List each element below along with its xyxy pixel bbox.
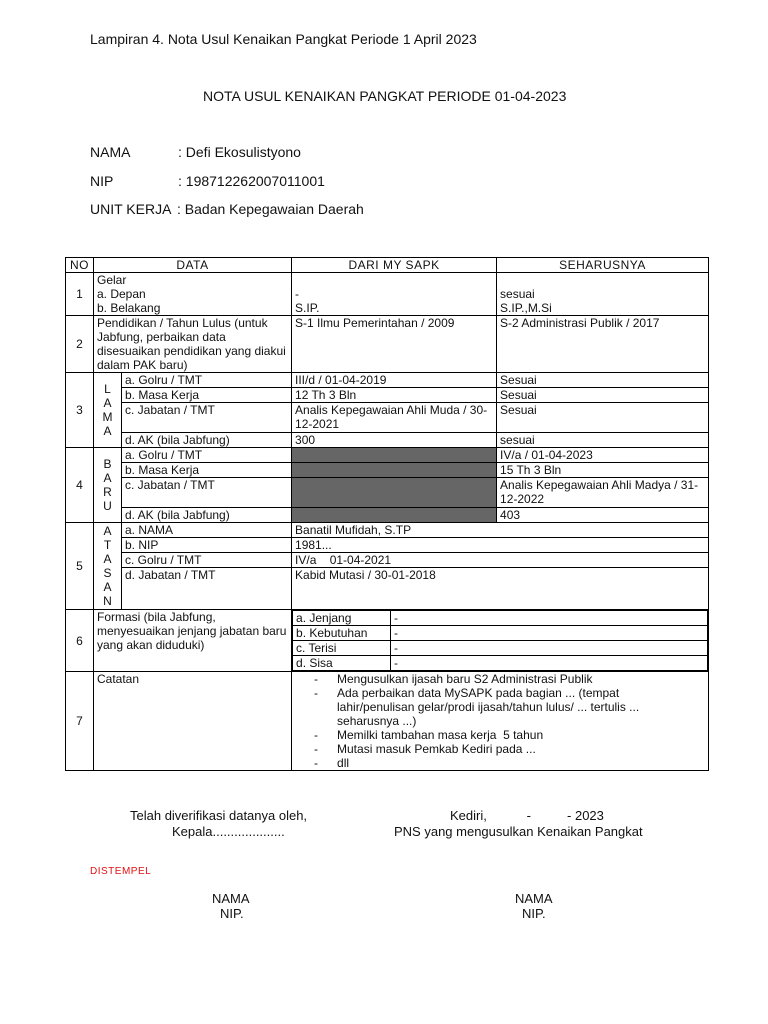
item-label: a. Golru / TMT bbox=[122, 448, 292, 463]
verifier-line: Telah diverifikasi datanya oleh, bbox=[130, 808, 308, 823]
value-cell: Banatil Mufidah, S.TP bbox=[292, 523, 709, 538]
formation-label: a. Jenjang bbox=[293, 611, 391, 626]
sapk-cell: 12 Th 3 Bln bbox=[292, 388, 497, 403]
table-row bbox=[66, 523, 709, 538]
should-cell: sesuai bbox=[497, 433, 709, 448]
group-label-baru bbox=[94, 448, 122, 523]
note-text: Mengusulkan ijasah baru S2 Administrasi Publik bbox=[337, 672, 593, 686]
note-text: Memilki tambahan masa kerja 5 tahun bbox=[337, 728, 544, 742]
nip-label: NIP bbox=[90, 173, 114, 189]
item-label: d. AK (bila Jabfung) bbox=[122, 508, 292, 523]
note-text: Ada perbaikan data MySAPK pada bagian ... (tempat lahir/penulisan gelar/prodi ijasah/tahun lulus/ ... tertulis ... seharusnya ...) bbox=[337, 686, 640, 728]
sapk-cell bbox=[292, 273, 497, 316]
group-letter: S bbox=[103, 566, 112, 580]
group-letter: A bbox=[103, 424, 112, 438]
row-number: 4 bbox=[66, 448, 94, 523]
header-should: SEHARUSNYA bbox=[497, 258, 709, 273]
sapk-line: - bbox=[295, 287, 300, 301]
should-cell: S-2 Administrasi Publik / 2017 bbox=[497, 316, 709, 373]
should-cell bbox=[497, 273, 709, 316]
formation-subtable bbox=[292, 610, 708, 671]
verifier-title: Kepala.................... bbox=[172, 824, 285, 839]
table-row bbox=[66, 568, 709, 610]
table-row bbox=[66, 508, 709, 523]
formation-cell bbox=[292, 610, 709, 672]
group-letter: R bbox=[103, 485, 112, 499]
unit-value: : Badan Kepegawaian Daerah bbox=[177, 201, 364, 217]
item-label: b. Masa Kerja bbox=[122, 463, 292, 478]
sapk-cell: Analis Kepegawaian Ahli Muda / 30-12-2021 bbox=[292, 403, 497, 433]
group-letter: A bbox=[103, 524, 112, 538]
table-row bbox=[66, 316, 709, 373]
formation-label: c. Terisi bbox=[293, 641, 391, 656]
table-row bbox=[66, 373, 709, 388]
group-letter: N bbox=[103, 594, 112, 608]
row-number: 1 bbox=[66, 273, 94, 316]
list-item: - Ada perbaikan data MySAPK pada bagian ... (tempat lahir/penulisan gelar/prodi ijasah/tahun lulus/ ... tertulis ... seharusnya ...) bbox=[295, 686, 705, 728]
sapk-cell: 300 bbox=[292, 433, 497, 448]
data-cell: Formasi (bila Jabfung, menyesuaikan jenjang jabatan baru yang akan diduduki) bbox=[94, 610, 292, 672]
data-line: Gelar bbox=[97, 273, 127, 287]
item-label: b. NIP bbox=[122, 538, 292, 553]
should-line: S.IP.,M.Si bbox=[500, 301, 552, 315]
sapk-cell: III/d / 01-04-2019 bbox=[292, 373, 497, 388]
group-label-lama bbox=[94, 373, 122, 448]
row-number: 7 bbox=[66, 672, 94, 771]
note-text: dll bbox=[337, 756, 350, 770]
name-value: : Defi Ekosulistyono bbox=[178, 144, 301, 160]
table-row bbox=[66, 403, 709, 433]
group-letter: A bbox=[103, 396, 112, 410]
table-row bbox=[66, 672, 709, 771]
group-letter: T bbox=[103, 538, 112, 552]
sapk-cell: S-1 Ilmu Pemerintahan / 2009 bbox=[292, 316, 497, 373]
data-line: a. Depan bbox=[97, 287, 146, 301]
formation-label: b. Kebutuhan bbox=[293, 626, 391, 641]
unit-label: UNIT KERJA bbox=[90, 201, 172, 217]
group-letter: M bbox=[102, 410, 113, 424]
list-item: - Mengusulkan ijasah baru S2 Administrasi Publik bbox=[314, 672, 593, 686]
item-label: a. Golru / TMT bbox=[122, 373, 292, 388]
group-letter: A bbox=[103, 552, 112, 566]
item-label: a. NAMA bbox=[122, 523, 292, 538]
should-cell: Sesuai bbox=[497, 403, 709, 433]
item-label: d. AK (bila Jabfung) bbox=[122, 433, 292, 448]
table-row bbox=[66, 433, 709, 448]
right-signatory-nip: NIP. bbox=[522, 906, 546, 921]
header-data: DATA bbox=[94, 258, 292, 273]
should-cell: Analis Kepegawaian Ahli Madya / 31-12-2022 bbox=[497, 478, 709, 508]
table-row bbox=[66, 553, 709, 568]
formation-value: - bbox=[391, 641, 708, 656]
notes-cell bbox=[292, 672, 709, 771]
should-cell: IV/a / 01-04-2023 bbox=[497, 448, 709, 463]
data-line: b. Belakang bbox=[97, 301, 161, 315]
attachment-title: Lampiran 4. Nota Usul Kenaikan Pangkat Periode 1 April 2023 bbox=[90, 31, 477, 47]
promotion-table bbox=[65, 257, 709, 771]
group-letter: B bbox=[103, 457, 112, 471]
item-label: d. Jabatan / TMT bbox=[122, 568, 292, 610]
item-label: c. Golru / TMT bbox=[122, 553, 292, 568]
header-no: NO bbox=[66, 258, 94, 273]
value-cell: IV/a 01-04-2021 bbox=[292, 553, 709, 568]
place-date: Kediri, - - 2023 bbox=[450, 808, 604, 823]
item-label: c. Jabatan / TMT bbox=[122, 403, 292, 433]
formation-value: - bbox=[391, 611, 708, 626]
list-item: - Mutasi masuk Pemkab Kediri pada ... bbox=[314, 742, 536, 756]
table-row bbox=[66, 610, 709, 672]
formation-label: d. Sisa bbox=[293, 656, 391, 671]
group-letter: A bbox=[103, 471, 112, 485]
should-cell: Sesuai bbox=[497, 373, 709, 388]
table-row bbox=[66, 538, 709, 553]
nip-value: : 198712262007011001 bbox=[178, 173, 325, 189]
redacted-cell bbox=[292, 448, 497, 463]
note-text: Mutasi masuk Pemkab Kediri pada ... bbox=[337, 742, 536, 756]
should-cell: Sesuai bbox=[497, 388, 709, 403]
table-row bbox=[66, 388, 709, 403]
table-row bbox=[66, 478, 709, 508]
value-cell: 1981... bbox=[292, 538, 709, 553]
group-letter: L bbox=[104, 382, 111, 396]
item-label: c. Jabatan / TMT bbox=[122, 478, 292, 508]
table-header-row bbox=[66, 258, 709, 273]
name-label: NAMA bbox=[90, 144, 131, 160]
value-cell: Kabid Mutasi / 30-01-2018 bbox=[292, 568, 709, 610]
redacted-cell bbox=[292, 463, 497, 478]
left-signatory-nip: NIP. bbox=[220, 906, 244, 921]
redacted-cell bbox=[292, 508, 497, 523]
table-row bbox=[66, 463, 709, 478]
redacted-cell bbox=[292, 478, 497, 508]
table-row bbox=[66, 273, 709, 316]
formation-value: - bbox=[391, 656, 708, 671]
row-number: 3 bbox=[66, 373, 94, 448]
stamp-note: DISTEMPEL bbox=[90, 866, 152, 877]
header-sapk: DARI MY SAPK bbox=[292, 258, 497, 273]
data-cell: Pendidikan / Tahun Lulus (untuk Jabfung, perbaikan data disesuaikan pendidikan yang diakui dalam PAK baru) bbox=[94, 316, 292, 373]
formation-value: - bbox=[391, 626, 708, 641]
proposer-title: PNS yang mengusulkan Kenaikan Pangkat bbox=[394, 824, 643, 839]
group-letter: U bbox=[103, 499, 112, 513]
sapk-line: S.IP. bbox=[295, 301, 320, 315]
right-signatory-name: NAMA bbox=[515, 891, 553, 906]
list-item: - Memilki tambahan masa kerja 5 tahun bbox=[314, 728, 544, 742]
should-cell: 403 bbox=[497, 508, 709, 523]
row-number: 6 bbox=[66, 610, 94, 672]
notes-label: Catatan bbox=[94, 672, 292, 771]
group-letter: A bbox=[103, 580, 112, 594]
notes-list bbox=[295, 672, 705, 770]
should-line: sesuai bbox=[500, 287, 535, 301]
group-label-atasan bbox=[94, 523, 122, 610]
row-number: 2 bbox=[66, 316, 94, 373]
list-item: - dll bbox=[314, 756, 350, 770]
left-signatory-name: NAMA bbox=[212, 891, 250, 906]
should-cell: 15 Th 3 Bln bbox=[497, 463, 709, 478]
data-cell bbox=[94, 273, 292, 316]
document-title: NOTA USUL KENAIKAN PANGKAT PERIODE 01-04-2023 bbox=[203, 88, 567, 104]
row-number: 5 bbox=[66, 523, 94, 610]
item-label: b. Masa Kerja bbox=[122, 388, 292, 403]
table-row bbox=[66, 448, 709, 463]
